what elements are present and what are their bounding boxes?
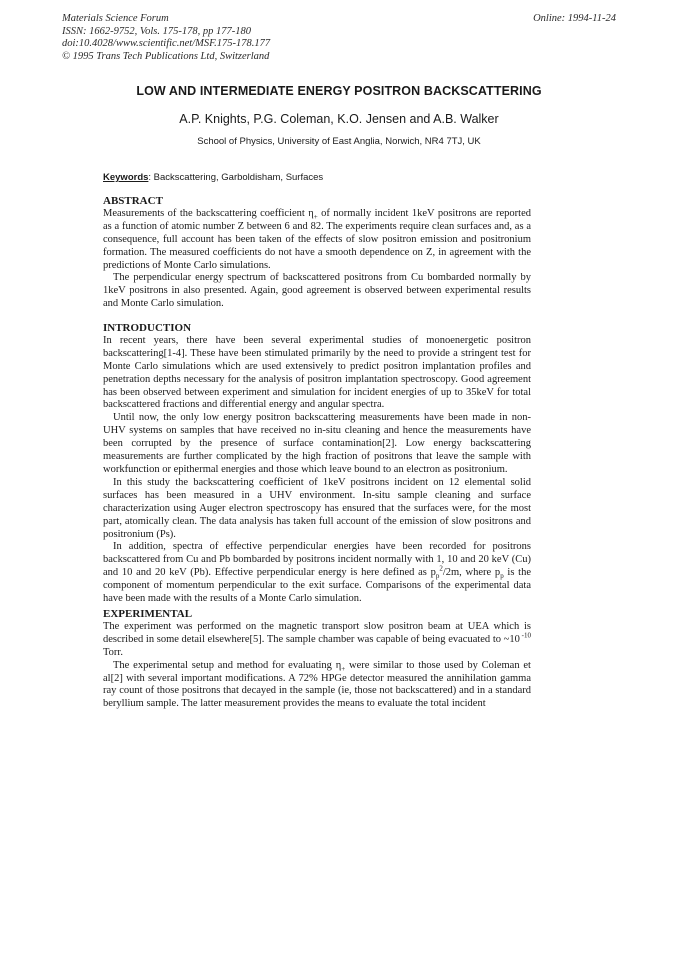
- abstract-paragraph: The perpendicular energy spectrum of backscattered positrons from Cu bombarded normally by 1keV positrons in also presented. Again, good agreement is observed between experimental results and Monte Carlo simulation.: [103, 272, 531, 310]
- issn-line: ISSN: 1662-9752, Vols. 175-178, pp 177-180: [62, 25, 251, 37]
- keywords-text: : Backscattering, Garboldisham, Surfaces: [148, 172, 324, 183]
- journal-header: [62, 13, 270, 63]
- experimental-heading: EXPERIMENTAL: [103, 608, 193, 620]
- eta-symbol: η: [335, 659, 342, 671]
- body-paragraph: The experimental setup and method for evaluating $\eta_+$ were similar to those used by Coleman et al[2] with several important modifications. A 72% HPGe detector measured the annihilation gamma ray count of those positrons that decayed in the sample (ie, those not backscattered) and in a standard beryllium sample. The latter measurement provides the means to evaluate the total incident: [103, 659, 531, 710]
- keywords-line: [103, 172, 323, 183]
- paper-title: LOW AND INTERMEDIATE ENERGY POSITRON BACKSCATTERING: [136, 84, 542, 98]
- affiliation: School of Physics, University of East Anglia, Norwich, NR4 7TJ, UK: [197, 136, 481, 147]
- copyright-line: © 1995 Trans Tech Publications Ltd, Switzerland: [62, 50, 270, 62]
- body-paragraph: In recent years, there have been several experimental studies of monoenergetic positron backscattering[1-4]. These have been stimulated primarily by the need to provide a stringent test for Monte Carlo simulations which are used extensively to predict positron implantation profiles and penetration depths necessary for the analysis of positron implantation spectroscopy. Good agreement has been observed between experiment and simulation for incident energies of up to 35keV for total backscattered fractions and differential energy and angular spectra.: [103, 334, 531, 411]
- body-paragraph: In addition, spectra of effective perpendicular energies have been recorded for positrons backscattered from Cu and Pb bombarded by positrons incident normally with 1, 10 and 20 keV (Cu) and 10 and 20 keV (Pb). Effective perpendicular energy is here defined as $p_p^2/2m$, where $p_p$ is the component of momentum perpendicular to the exit surface. Comparisons of the experimental data have been made with the results of a Monte Carlo simulation.: [103, 541, 531, 605]
- journal-name: Materials Science Forum: [62, 13, 169, 24]
- doi-line[interactable]: doi:10.4028/www.scientific.net/MSF.175-178.177: [62, 38, 271, 49]
- online-date: Online: 1994-11-24: [533, 13, 616, 24]
- introduction-section: [103, 322, 531, 606]
- keywords-label: Keywords: [103, 172, 149, 183]
- author-list: A.P. Knights, P.G. Coleman, K.O. Jensen and A.B. Walker: [179, 112, 499, 126]
- abstract-section: [103, 195, 531, 311]
- body-paragraph: Until now, the only low energy positron backscattering measurements have been made in non- UHV systems on samples that have received no in-situ cleaning and hence the measurements have been corrupted by the presence of surface contamination[2]. Low energy backscattering measurements are further complicated by the high fraction of positrons that leave the sample with workfunction or epithermal energies and those which leave bound to an electron as positronium.: [103, 412, 531, 475]
- introduction-heading: INTRODUCTION: [103, 322, 192, 334]
- body-paragraph: The experiment was performed on the magnetic transport slow positron beam at UEA which is described in some detail elsewhere[5]. The sample chamber was capable of being evacuated to ~10 $^{-10}$ Torr.: [103, 620, 531, 658]
- experimental-section: [103, 608, 531, 711]
- abstract-heading: ABSTRACT: [103, 195, 163, 207]
- abstract-paragraph: Measurements of the backscattering coefficient $\eta_+$ of normally incident 1keV positrons are reported as a function of atomic number Z between 6 and 82. The experiments require clean surfaces and, as a consequence, full account has been taken of the effects of slow positron emission and positronium formation. The measured coefficients do not have a smooth dependence on Z, in agreement with the predictions of Monte Carlo simulations.: [103, 207, 531, 271]
- eta-symbol: η: [308, 207, 314, 219]
- body-paragraph: In this study the backscattering coefficient of 1keV positrons incident on 12 elemental solid surfaces has been measured in a UHV environment. In-situ sample cleaning and surface characterization using Auger electron spectroscopy has ensured that the surfaces were, for the most part, atomically clean. The data analysis has taken full account of the emission of slow positrons and positronium (Ps).: [103, 476, 531, 540]
